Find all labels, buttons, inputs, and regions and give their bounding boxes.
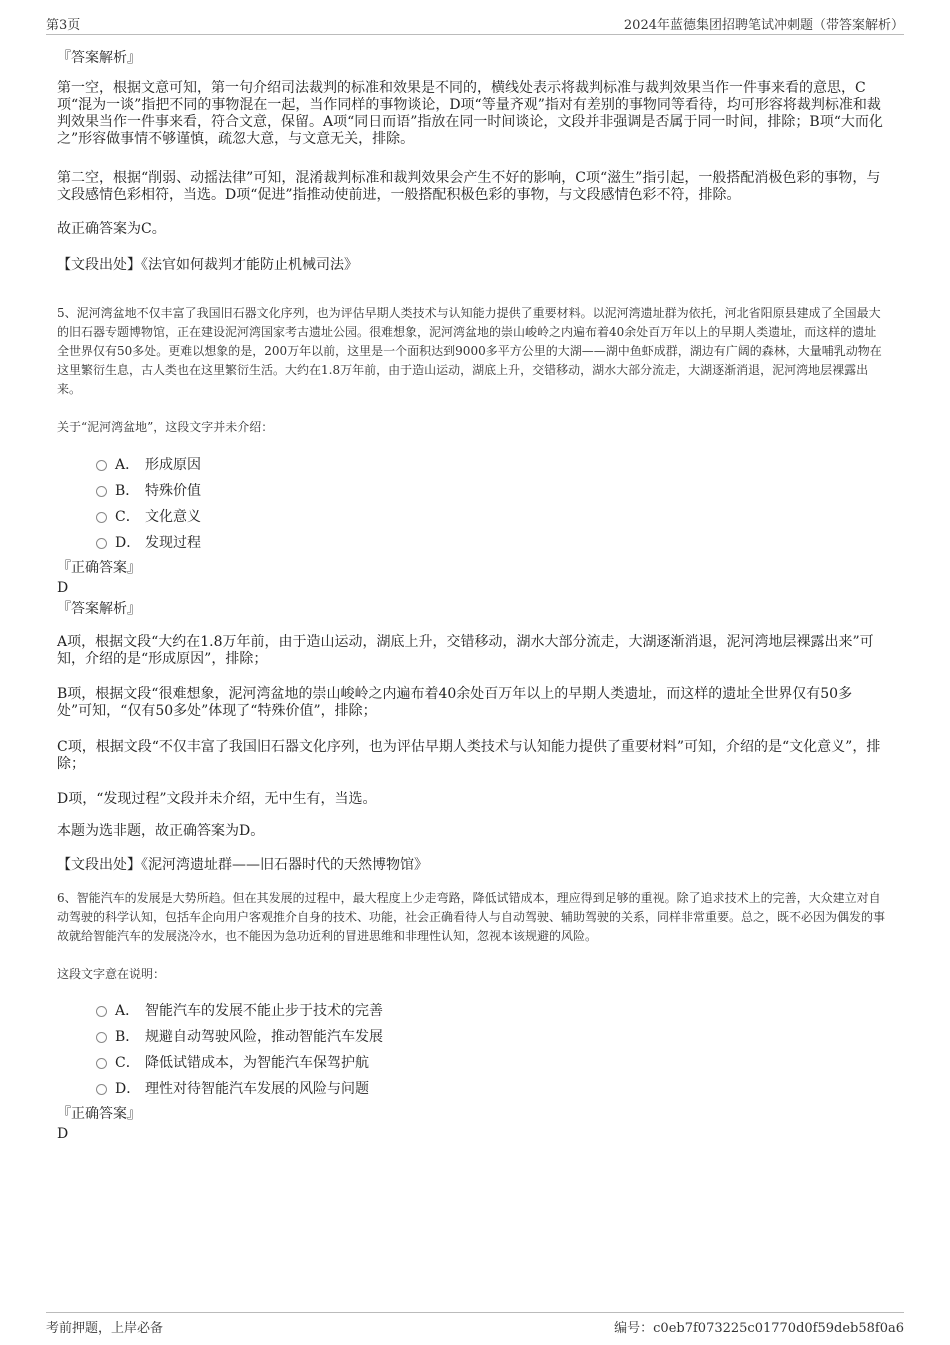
q5-option-a[interactable] [96, 454, 201, 474]
radio-icon[interactable] [96, 486, 107, 497]
radio-icon[interactable] [96, 1032, 107, 1043]
option-text: 智能汽车的发展不能止步于技术的完善 [145, 1003, 383, 1019]
option-text: 文化意义 [145, 509, 201, 525]
option-text: 规避自动驾驶风险，推动智能汽车发展 [145, 1029, 383, 1045]
q5-question: 关于“泥河湾盆地”，这段文字并未介绍： [57, 420, 274, 434]
q6-option-b[interactable] [96, 1026, 383, 1046]
page-number: 第3页 [46, 18, 81, 33]
q5-analysis-label: 『答案解析』 [57, 601, 141, 617]
q5-analysis-b: B项，根据文段“很难想象，泥河湾盆地的崇山峻岭之内遍布着40余处百万年以上的早期人类遗址，而这样的遗址全世界仅有50多处”可知，“仅有50多处”体现了“特殊价值”，排除； [57, 686, 853, 719]
page-header [46, 12, 904, 35]
radio-icon[interactable] [96, 460, 107, 471]
option-key: C． [115, 509, 140, 525]
q5-analysis-c: C项，根据文段“不仅丰富了我国旧石器文化序列，也为评估早期人类技术与认知能力提供了重要材料”可知，介绍的是“文化意义”，排除； [57, 739, 881, 772]
q5-option-c[interactable] [96, 506, 201, 526]
q4-analysis-p2: 第二空，根据“削弱、动摇法律”可知，混淆裁判标准和裁判效果会产生不好的影响，C项“滋生”指引起，一般搭配消极色彩的事物，与文段感情色彩相符，当选。D项“促进”指推动使前进，一般搭配积极色彩的事物，与文段感情色彩不符，排除。 [57, 170, 881, 203]
radio-icon[interactable] [96, 1058, 107, 1069]
radio-icon[interactable] [96, 512, 107, 523]
q4-analysis-p1: 第一空，根据文意可知，第一句介绍司法裁判的标准和效果是不同的，横线处表示将裁判标准与裁判效果当作一件事来看的意思，C项“混为一谈”指把不同的事物混在一起，当作同样的事物谈论，D项“等量齐观”指对有差别的事物同等看待，均可形容将裁判标准和裁判效果当作一件事来看，符合文意，保留。A项“同日而语”指放在同一时间谈论，文段并非强调是否属于同一时间，排除；B项“大而化之”形容做事情不够谨慎，疏忽大意，与文意无关，排除。 [57, 80, 883, 147]
page-footer [46, 1312, 904, 1335]
q5-analysis-conclusion: 本题为选非题，故正确答案为D。 [57, 823, 265, 839]
q5-option-b[interactable] [96, 480, 201, 500]
q6-option-d[interactable] [96, 1078, 369, 1098]
q6-answer: D [57, 1126, 69, 1142]
q5-option-d[interactable] [96, 532, 201, 552]
option-key: B． [115, 1029, 140, 1045]
q5-source: 【文段出处】《泥河湾遗址群——旧石器时代的天然博物馆》 [57, 857, 428, 873]
q5-analysis-a: A项，根据文段“大约在1.8万年前，由于造山运动，湖底上升，交错移动，湖水大部分流走，大湖逐渐消退，泥河湾地层裸露出来”可知，介绍的是“形成原因”，排除； [57, 634, 874, 667]
q4-analysis-label: 『答案解析』 [57, 50, 141, 66]
q4-source: 【文段出处】《法官如何裁判才能防止机械司法》 [57, 257, 358, 273]
radio-icon[interactable] [96, 1084, 107, 1095]
q5-answer: D [57, 580, 69, 596]
q6-option-a[interactable] [96, 1000, 383, 1020]
option-key: D． [115, 535, 141, 551]
q6-question: 这段文字意在说明： [57, 967, 166, 981]
option-text: 降低试错成本，为智能汽车保驾护航 [145, 1055, 369, 1071]
q5-analysis-d: D项，“发现过程”文段并未介绍，无中生有，当选。 [57, 791, 377, 807]
option-key: A． [115, 1003, 140, 1019]
q6-stem: 6、智能汽车的发展是大势所趋。但在其发展的过程中，最大程度上少走弯路，降低试错成本，理应得到足够的重视。除了追求技术上的完善，大众建立对自动驾驶的科学认知，包括车企向用户客观推介自身的技术、功能，社会正确看待人与自动驾驶、辅助驾驶的关系，同样非常重要。总之，既不必因为偶发的事故就给智能汽车的发展浇冷水，也不能因为急功近利的冒进思维和非理性认知，忽视本该规避的风险。 [57, 891, 886, 943]
radio-icon[interactable] [96, 538, 107, 549]
option-text: 理性对待智能汽车发展的风险与问题 [145, 1081, 369, 1097]
option-key: A． [115, 457, 140, 473]
option-key: C． [115, 1055, 140, 1071]
option-text: 发现过程 [145, 535, 201, 551]
radio-icon[interactable] [96, 1006, 107, 1017]
q5-stem: 5、泥河湾盆地不仅丰富了我国旧石器文化序列，也为评估早期人类技术与认知能力提供了重要材料。以泥河湾遗址群为依托，河北省阳原县建成了全国最大的旧石器专题博物馆，正在建设泥河湾国家考古遗址公园。很难想象，泥河湾盆地的崇山峻岭之内遍布着40余处百万年以上的早期人类遗址，而这样的遗址全世界仅有50多处。更难以想象的是，200万年以前，这里是一个面积达到9000多平方公里的大湖——湖中鱼虾成群，湖边有广阔的森林，大量哺乳动物在这里繁衍生息，古人类也在这里繁衍生活。大约在1.8万年前，由于造山运动，湖底上升，交错移动，湖水大部分流走，大湖逐渐消退，泥河湾地层裸露出来。 [57, 306, 882, 396]
document-title: 2024年蓝德集团招聘笔试冲刺题（带答案解析） [623, 18, 904, 33]
q6-answer-label: 『正确答案』 [57, 1106, 141, 1122]
option-text: 特殊价值 [145, 483, 201, 499]
q6-option-c[interactable] [96, 1052, 369, 1072]
footer-note: 考前押题，上岸必备 [46, 1321, 164, 1336]
option-key: D． [115, 1081, 141, 1097]
option-text: 形成原因 [145, 457, 201, 473]
option-key: B． [115, 483, 140, 499]
document-code: 编号：c0eb7f073225c01770d0f59deb58f0a6 [614, 1321, 904, 1336]
q5-answer-label: 『正确答案』 [57, 560, 141, 576]
q4-analysis-conclusion: 故正确答案为C。 [57, 221, 166, 237]
